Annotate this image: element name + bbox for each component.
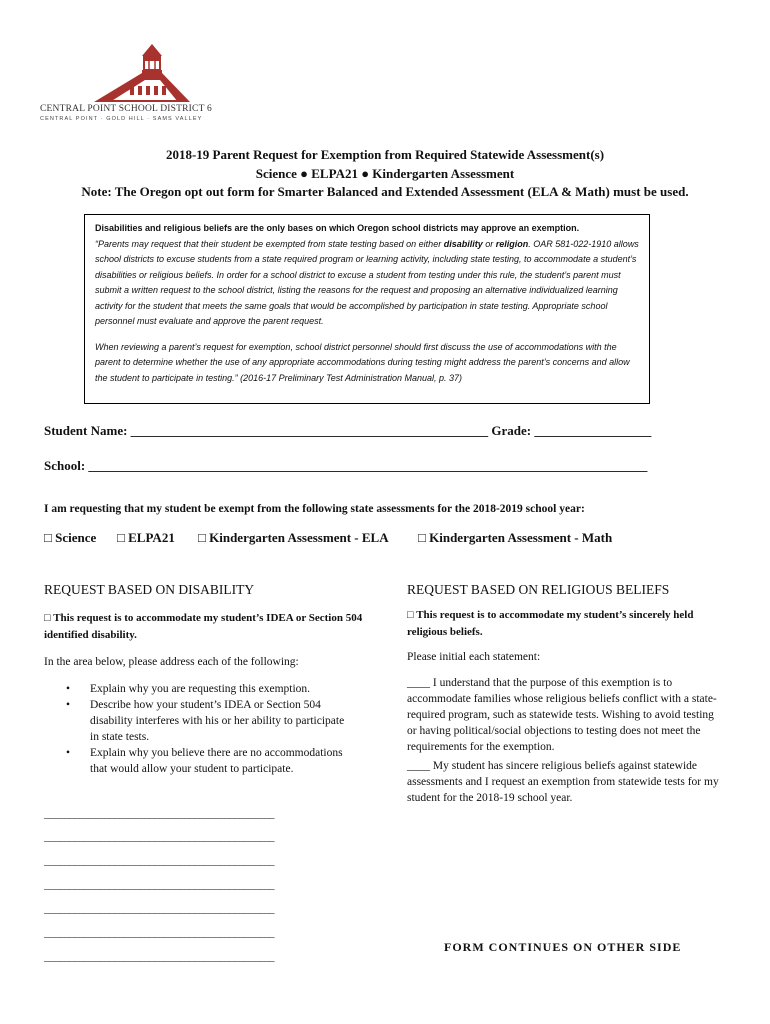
student-name-label: Student Name: [44,423,128,438]
opt-out-note: Note: The Oregon opt out form for Smarter Balanced and Extended Assessment (ELA & Math) must be used. [81,184,689,199]
policy-religion-term: religion [495,238,529,249]
checkbox-icon[interactable]: □ [407,609,414,621]
checkbox-icon[interactable]: □ [44,612,51,624]
form-title: 2018-19 Parent Request for Exemption from Required Statewide Assessment(s) [165,147,605,162]
checkbox-icon[interactable]: □ [418,530,426,545]
policy-disability-term: disability [443,238,483,249]
policy-quote-rest: . OAR 581-022-1910 allows school districts to excuse students from a state required program or learning activity, including state testing, to accommodate a student’s disabilities or religious beliefs. In order for a school district to excuse a student from testing under this rule, the student’s parent must submit a written request to the school district, listing the reasons for the request and proposing an alternative individualized learning activity for the student that meets the same goals that would be accomplished by participation in state testing. Appropriate school personnel must evaluate and approve the parent request. [95,238,639,326]
option-label: Kindergarten Assessment - Math [429,530,613,545]
schoolhouse-logo-icon [90,42,200,104]
form-continues-note: FORM CONTINUES ON OTHER SIDE [444,940,682,954]
school-label: School: [44,458,86,473]
disability-bullets [44,681,354,777]
policy-lead: Disabilities and religious beliefs are the only bases on which Oregon school districts may approve an exemption. [95,223,580,233]
statement-1-text: I understand that the purpose of this exemption is to accommodate families whose religious beliefs conflict with a state-required program, such as statewide tests. Wishing to avoid testing or having political/social objections to testing does not meet the requirements for the exemption. [407,677,717,753]
initial-field-1[interactable]: ____ [407,677,430,689]
explanation-line-3[interactable]: ______________________________________________ [44,855,274,867]
student-name-field[interactable]: _______________________________________________________ [130,423,489,438]
religious-statement-1 [407,675,719,755]
policy-paragraph-2: When reviewing a parent’s request for exemption, school district personnel should first discuss the use of accommodations with the parent to determine whether the use of any appropriate accommodations during testing might address the parent’s concerns and allow the student to participate in testing.” (2016-17 Preliminary Test Administration Manual, p. 37) [95,341,630,383]
grade-label: Grade: [491,423,532,438]
option-label: ELPA21 [128,530,175,545]
student-name-row [44,423,651,439]
religious-instruction: Please initial each statement: [407,651,541,663]
option-kindergarten-math[interactable] [418,530,612,546]
school-row [44,458,647,474]
disability-check-text: This request is to accommodate my student’s IDEA or Section 504 identified disability. [44,612,363,641]
initial-field-2[interactable]: ____ [407,760,430,772]
option-label: Science [55,530,97,545]
explanation-line-5[interactable]: ______________________________________________ [44,903,274,915]
religious-check-text: This request is to accommodate my student’s sincerely held religious beliefs. [407,609,694,638]
option-kindergarten-ela[interactable] [198,530,389,546]
religious-heading: REQUEST BASED ON RELIGIOUS BELIEFS [407,582,670,597]
option-elpa21[interactable] [117,530,175,546]
religious-statement-2 [407,758,719,806]
explanation-line-2[interactable]: ______________________________________________ [44,831,274,843]
policy-quote-start: “Parents may request that their student be exempted from state testing based on either [95,238,444,249]
disability-instruction: In the area below, please address each of the following: [44,656,299,668]
policy-box [84,214,650,404]
grade-field[interactable]: __________________ [534,423,652,438]
option-science[interactable] [44,530,96,546]
option-label: Kindergarten Assessment - ELA [209,530,389,545]
list-item: • Explain why you believe there are no accommodations that would allow your student to participate. [44,745,354,777]
request-statement: I am requesting that my student be exempt from the following state assessments for the 2018-2019 school year: [44,503,585,515]
statement-2-text: My student has sincere religious beliefs against statewide assessments and I request an exemption from statewide tests for my student for the 2018-19 school year. [407,760,719,804]
explanation-line-7[interactable]: ______________________________________________ [44,951,274,963]
explanation-line-4[interactable]: ______________________________________________ [44,879,274,891]
explanation-line-6[interactable]: ______________________________________________ [44,927,274,939]
logo-district-name: CENTRAL POINT SCHOOL DISTRICT 6 [40,104,212,114]
list-item: • Describe how your student’s IDEA or Section 504 disability interferes with his or her ability to participate in state tests. [44,697,354,745]
checkbox-icon[interactable]: □ [198,530,206,545]
checkbox-icon[interactable]: □ [44,530,52,545]
policy-or: or [482,238,496,249]
list-item: • Explain why you are requesting this exemption. [44,681,354,697]
checkbox-icon[interactable]: □ [117,530,125,545]
logo-district-towns: CENTRAL POINT · GOLD HILL · SAMS VALLEY [40,116,203,122]
religious-check[interactable] [407,607,727,641]
school-field[interactable]: ______________________________________________________________________________________ [88,458,648,473]
form-subtitle: Science ● ELPA21 ● Kindergarten Assessment [255,166,515,181]
district-logo [40,42,230,122]
disability-check[interactable] [44,610,364,644]
policy-quote [95,237,639,330]
explanation-line-1[interactable]: ______________________________________________ [44,808,274,820]
disability-heading: REQUEST BASED ON DISABILITY [44,582,255,597]
